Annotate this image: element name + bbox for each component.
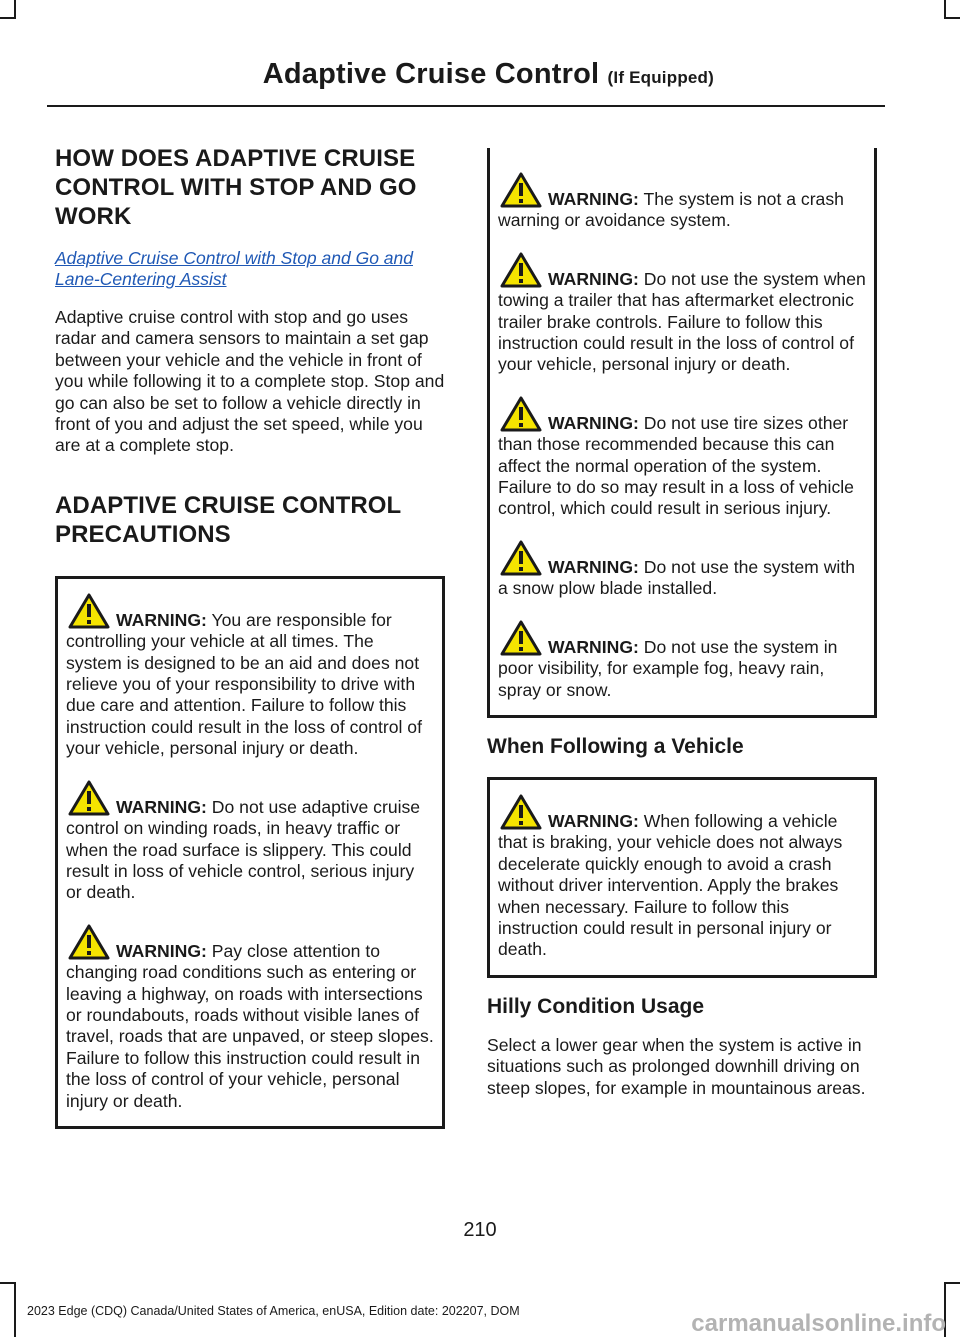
warning-triangle-icon: [68, 780, 110, 816]
subheading-following-vehicle: When Following a Vehicle: [487, 734, 744, 758]
warning-text: You are responsible for controlling your vehicle at all times. The system is designed to be an aid and does not relieve you of your responsibility to drive with due care and attention. Failure to follow this instruction could result in the loss of control of your vehicle, personal injury or death.: [66, 609, 422, 759]
section-heading-precautions: ADAPTIVE CRUISE CONTROL PRECAUTIONS: [55, 491, 401, 548]
warning-triangle-icon: [68, 924, 110, 960]
warning-text: Do not use the system when towing a trailer that has aftermarket electronic trailer brake controls. Failure to follow this instruction could result in the loss of control of your vehicle, personal injury or death.: [498, 268, 866, 375]
warning-text: The system is not a crash warning or avoidance system.: [498, 189, 844, 231]
warning-label: WARNING:: [548, 810, 639, 831]
warning-label: WARNING:: [548, 189, 639, 209]
warning-box-following: [487, 777, 877, 978]
subheading-hilly-condition: Hilly Condition Usage: [487, 994, 705, 1018]
watermark: carmanualsonline.info: [691, 1310, 946, 1337]
warning-text: Do not use adaptive cruise control on winding roads, in heavy traffic or when the road surface is slippery. This could result in loss of vehicle control, serious injury or death.: [66, 796, 421, 903]
left-column: [55, 144, 445, 1129]
warning-label: WARNING:: [548, 556, 639, 577]
hilly-paragraph: Select a lower gear when the system is active in situations such as prolonged downhill driving on steep slopes, for example in mountainous areas.: [487, 1034, 866, 1098]
warning-triangle-icon: [500, 172, 542, 208]
section-heading-how-it-works: HOW DOES ADAPTIVE CRUISE CONTROL WITH STOP AND GO WORK: [55, 145, 417, 230]
crop-mark: [944, 0, 946, 17]
warning-triangle-icon: [500, 396, 542, 432]
cross-reference-link[interactable]: Adaptive Cruise Control with Stop and Go and Lane-Centering Assist: [55, 248, 413, 289]
warning-item: [66, 924, 434, 1112]
warning-text: Do not use the system in poor visibility, for example fog, heavy rain, spray or snow.: [498, 636, 838, 700]
crop-mark: [14, 0, 16, 17]
warning-triangle-icon: [500, 252, 542, 288]
warning-item: [498, 794, 866, 961]
intro-paragraph: Adaptive cruise control with stop and go uses radar and camera sensors to maintain a set gap between your vehicle and the vehicle in front of you while following it to a complete stop. Stop and go can also be set to follow a vehicle directly in front of you and adjust the set speed, while you are at a complete stop.: [55, 307, 445, 456]
warning-triangle-icon: [500, 620, 542, 656]
crop-mark: [944, 1282, 960, 1284]
header-title-text: Adaptive Cruise Control: [262, 58, 600, 90]
warning-text: When following a vehicle that is braking, your vehicle does not always decelerate quickly enough to avoid a crash without driver intervention. Apply the brakes when necessary. Failure to follow this instruction could result in personal injury or death.: [498, 810, 843, 960]
warning-triangle-icon: [500, 794, 542, 830]
crop-mark: [0, 1282, 16, 1284]
warning-item: [498, 252, 866, 376]
page-number: 210: [463, 1219, 497, 1241]
warning-item: [498, 540, 866, 600]
page-header-title: [263, 58, 714, 91]
edition-info: 2023 Edge (CDQ) Canada/United States of America, enUSA, Edition date: 202207, DOM: [27, 1304, 520, 1318]
header-subtitle: (If Equipped): [607, 68, 714, 87]
warning-text: Pay close attention to changing road conditions such as entering or leaving a highway, on roads with intersections or roundabouts, roads without visible lanes of travel, roads that are unpaved, or steep slopes. Failure to follow this instruction could result in the loss of control of your vehicle, personal injury or death.: [66, 940, 434, 1111]
crop-mark: [0, 17, 16, 19]
warning-label: WARNING:: [548, 412, 639, 433]
warning-label: WARNING:: [116, 940, 207, 961]
warning-item: [66, 593, 434, 760]
crop-mark: [944, 17, 960, 19]
right-column: [487, 148, 877, 1099]
warning-text: Do not use tire sizes other than those recommended because this can affect the normal operation of the system. Failure to do so may result in a loss of vehicle control, which could result in serious injury.: [498, 412, 854, 519]
header-divider: [47, 105, 885, 107]
warning-label: WARNING:: [116, 609, 207, 630]
warning-label: WARNING:: [116, 796, 207, 817]
warning-box-precautions: [55, 576, 445, 1129]
warning-text: Do not use the system with a snow plow blade installed.: [498, 556, 856, 599]
warning-label: WARNING:: [548, 636, 639, 657]
warning-item: [498, 620, 866, 701]
warning-item: [66, 780, 434, 904]
crop-mark: [14, 1282, 16, 1337]
warning-item: [498, 172, 866, 232]
warning-item: [498, 396, 866, 520]
warning-triangle-icon: [500, 540, 542, 576]
warning-label: WARNING:: [548, 268, 639, 289]
warning-triangle-icon: [68, 593, 110, 629]
warning-box-system: [487, 148, 877, 718]
